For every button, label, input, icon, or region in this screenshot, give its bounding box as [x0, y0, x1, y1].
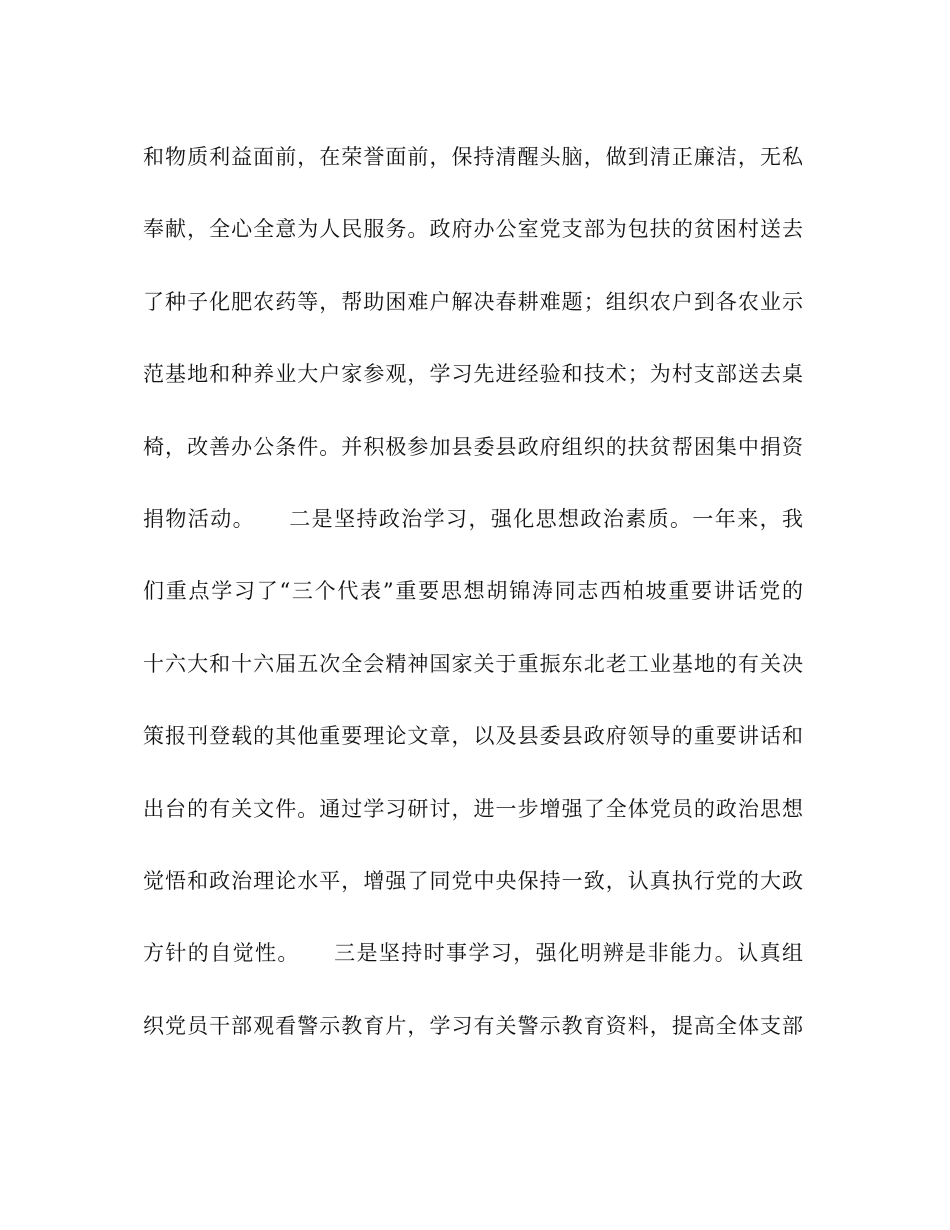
text-line: 觉悟和政治理论水平，增强了同党中央保持一致，认真执行党的大政: [143, 868, 803, 893]
text-line: 和物质利益面前，在荣誉面前，保持清醒头脑，做到清正廉洁，无私: [143, 145, 803, 169]
text-line: 捐物活动。 二是坚持政治学习，强化思想政治素质。一年来，我: [143, 506, 803, 531]
text-line: 十六大和十六届五次全会精神国家关于重振东北老工业基地的有关决: [143, 651, 803, 676]
body-text: [143, 134, 803, 1075]
text-line: 方针的自觉性。 三是坚持时事学习，强化明辨是非能力。认真组: [143, 941, 803, 966]
text-line: 奉献，全心全意为人民服务。政府办公室党支部为包扶的贫困村送去: [143, 217, 803, 242]
text-line: 了种子化肥农药等，帮助困难户解决春耕难题；组织农户到各农业示: [143, 289, 803, 314]
text-line: 策报刊登载的其他重要理论文章，以及县委县政府领导的重要讲话和: [143, 724, 803, 749]
text-line: 出台的有关文件。通过学习研讨，进一步增强了全体党员的政治思想: [143, 796, 803, 821]
text-line: 椅，改善办公条件。并积极参加县委县政府组织的扶贫帮困集中捐资: [143, 434, 803, 459]
text-line: 范基地和种养业大户家参观，学习先进经验和技术；为村支部送去桌: [143, 362, 803, 387]
text-line: 们重点学习了“三个代表”重要思想胡锦涛同志西柏坡重要讲话党的: [143, 579, 803, 604]
text-line: 织党员干部观看警示教育片，学习有关警示教育资料，提高全体支部: [143, 1013, 803, 1038]
